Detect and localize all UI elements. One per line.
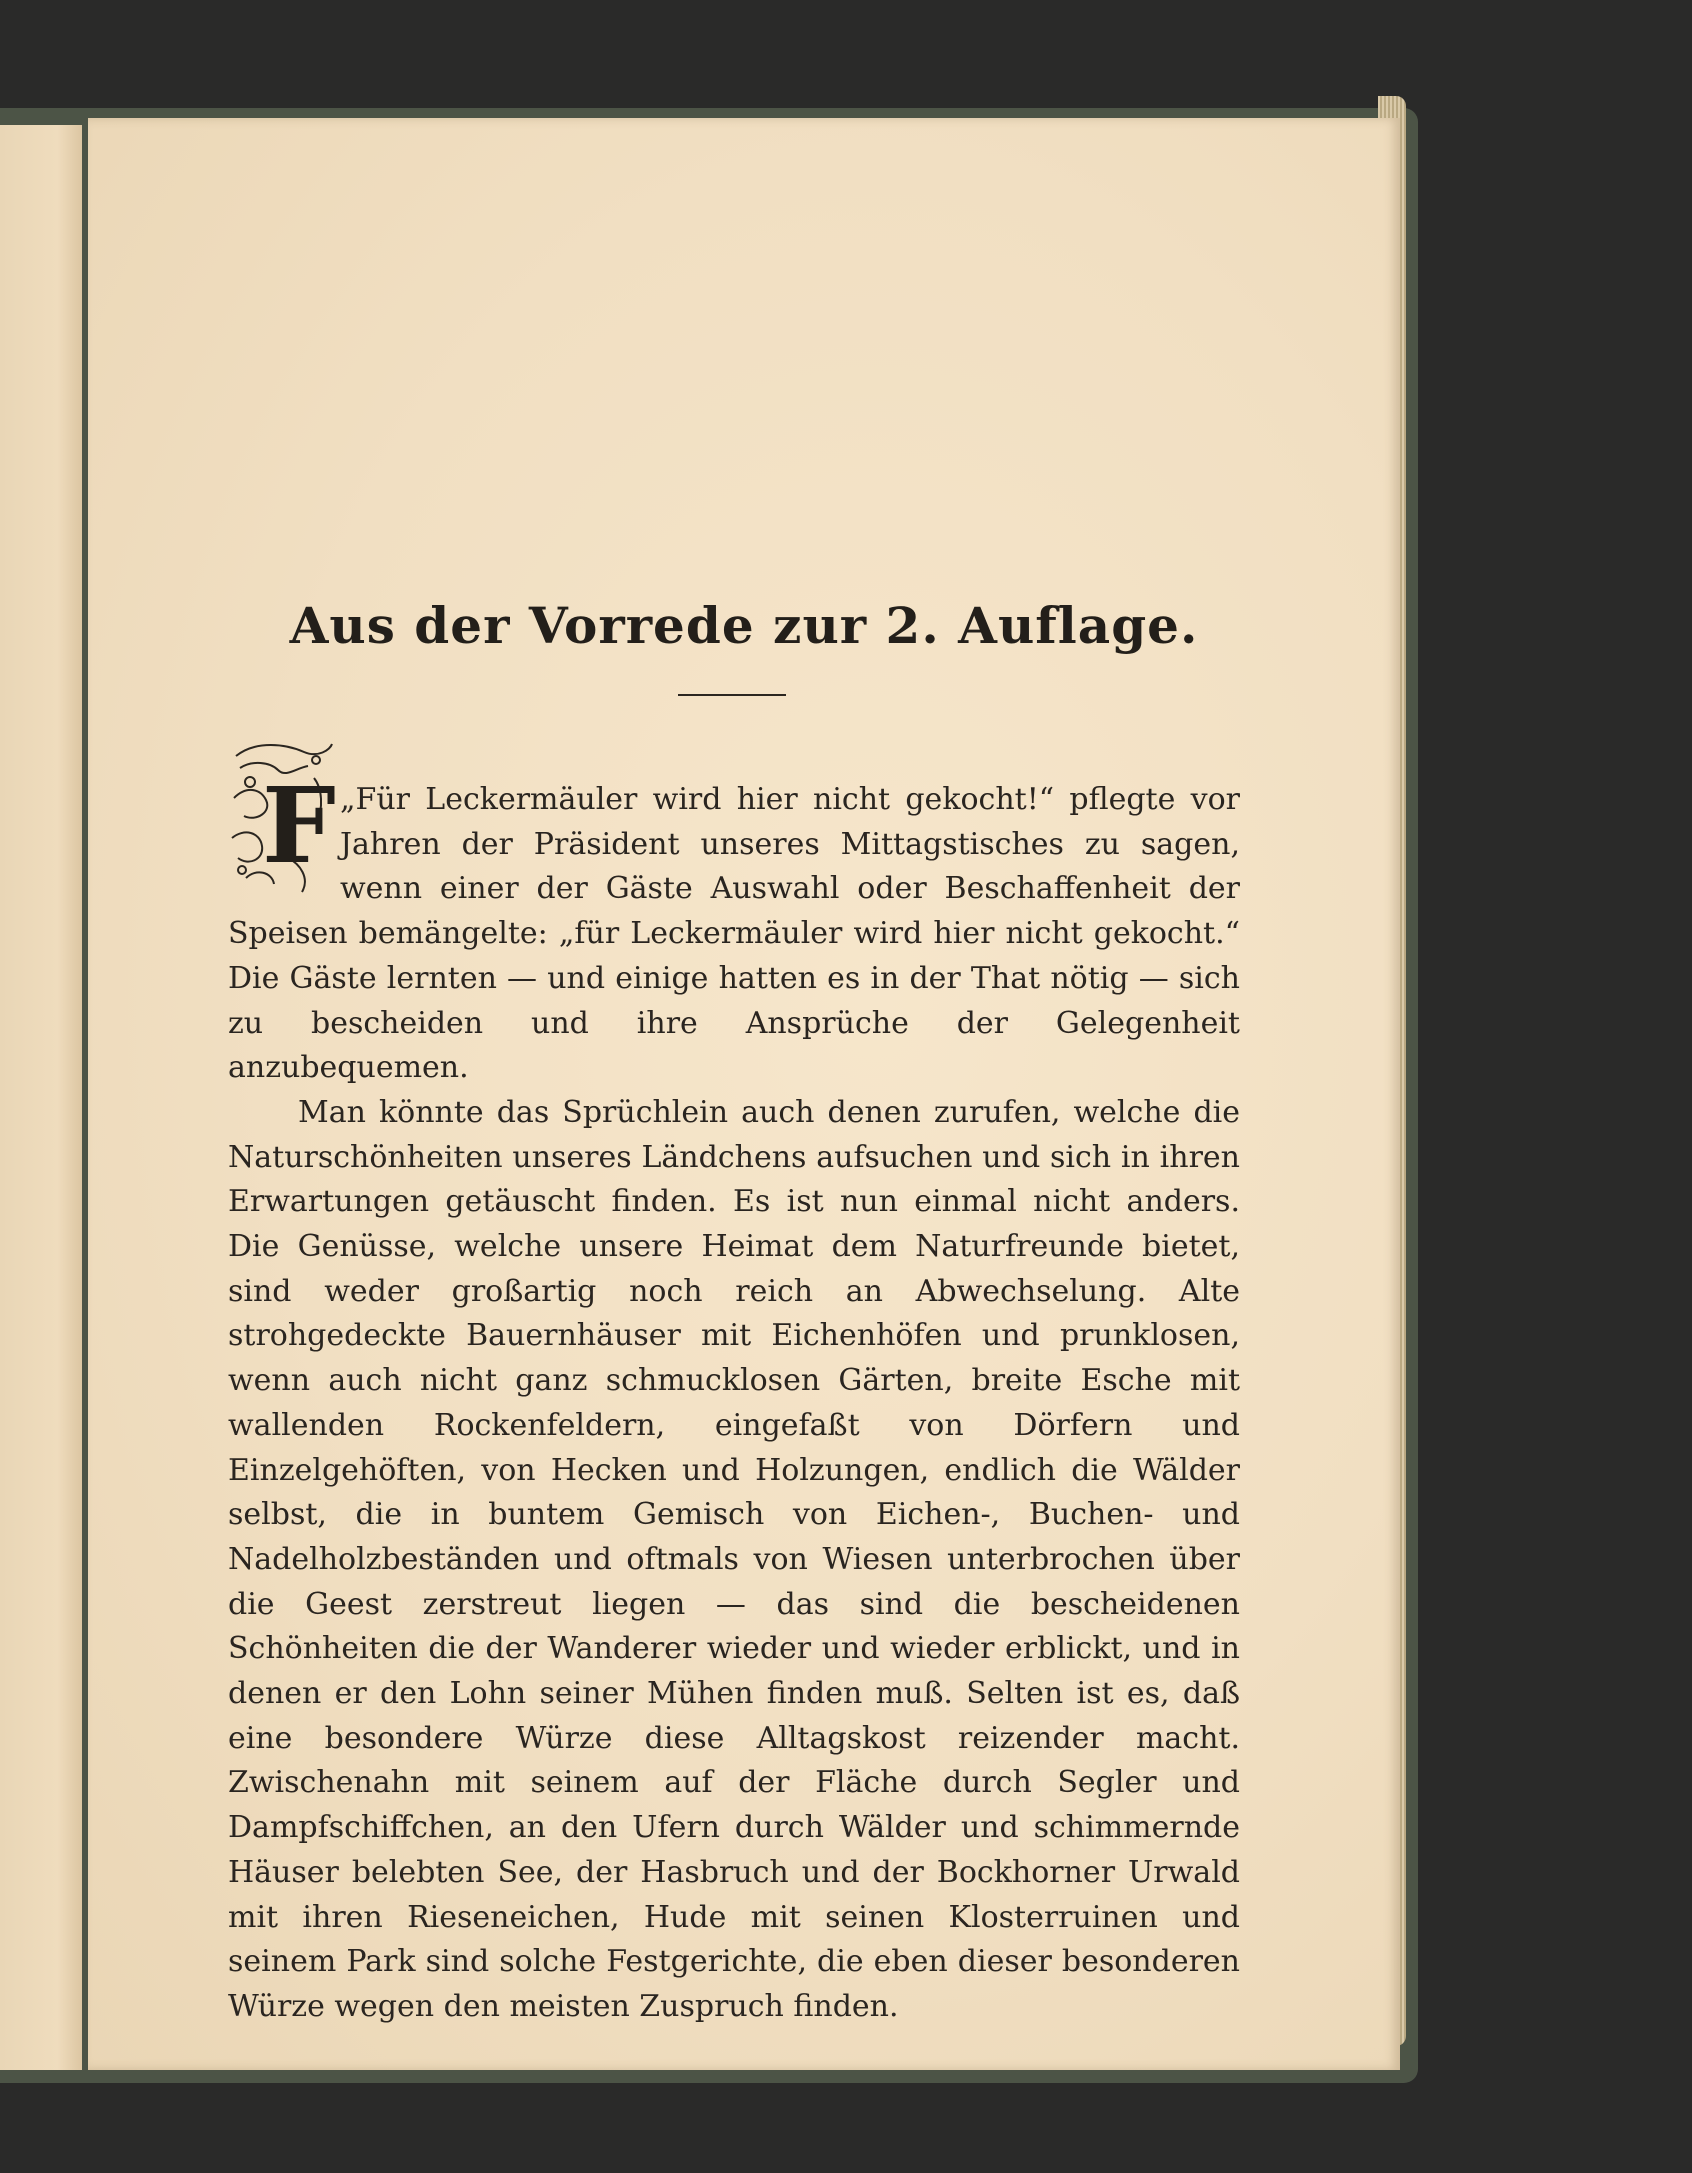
paragraph: „Für Leckermäuler wird hier nicht gekocht!“ pflegte vor Jahren der Präsident unseres Mittagstisches zu sagen, wenn einer der Gäste Auswahl oder Beschaffenheit der Speisen bemängelte: „für Leckermäuler wird hier nicht gekocht.“ Die Gäste lernten — und einige hatten es in der That nötig — sich zu bescheiden und ihre Ansprüche der Gelegenheit anzubequemen. — [228, 782, 1240, 1086]
body-text — [228, 778, 1240, 2030]
paragraph: Man könnte das Sprüchlein auch denen zurufen, welche die Naturschönheiten unseres Ländchens aufsuchen und sich in ihren Erwartungen getäuscht finden. Es ist nun einmal nicht anders. Die Genüsse, welche unsere Heimat dem Naturfreunde bietet, sind weder großartig noch reich an Abwechselung. Alte strohgedeckte Bauernhäuser mit Eichenhöfen und prunklosen, wenn auch nicht ganz schmucklosen Gärten, breite Esche mit wallenden Rockenfeldern, eingefaßt von Dörfern und Einzelgehöften, von Hecken und Holzungen, endlich die Wälder selbst, die in buntem Gemisch von Eichen-, Buchen- und Nadelholzbeständen und oftmals von Wiesen unterbrochen über die Geest zerstreut liegen — das sind die bescheidenen Schönheiten die der Wanderer wieder und wieder erblickt, und in denen er den Lohn seiner Mühen finden muß. Selten ist es, daß eine besondere Würze diese Alltagskost reizender macht. Zwischenahn mit seinem auf der Fläche durch Segler und Dampfschiffchen, an den Ufern durch Wälder und schimmernde Häuser belebten See, der Hasbruch und der Bockhorner Urwald mit ihren Rieseneichen, Hude mit seinen Klosterruinen und seinem Park sind solche Festgerichte, die eben dieser besonderen Würze wegen den meisten Zuspruch finden. — [228, 1094, 1240, 2024]
drop-cap-space — [228, 778, 340, 908]
heading-rule — [678, 694, 786, 696]
left-page-edge — [0, 125, 82, 2070]
page-heading: Aus der Vorrede zur 2. Auflage. — [289, 596, 1199, 655]
book-page — [88, 118, 1400, 2070]
drop-cap-letter: F — [262, 764, 336, 887]
